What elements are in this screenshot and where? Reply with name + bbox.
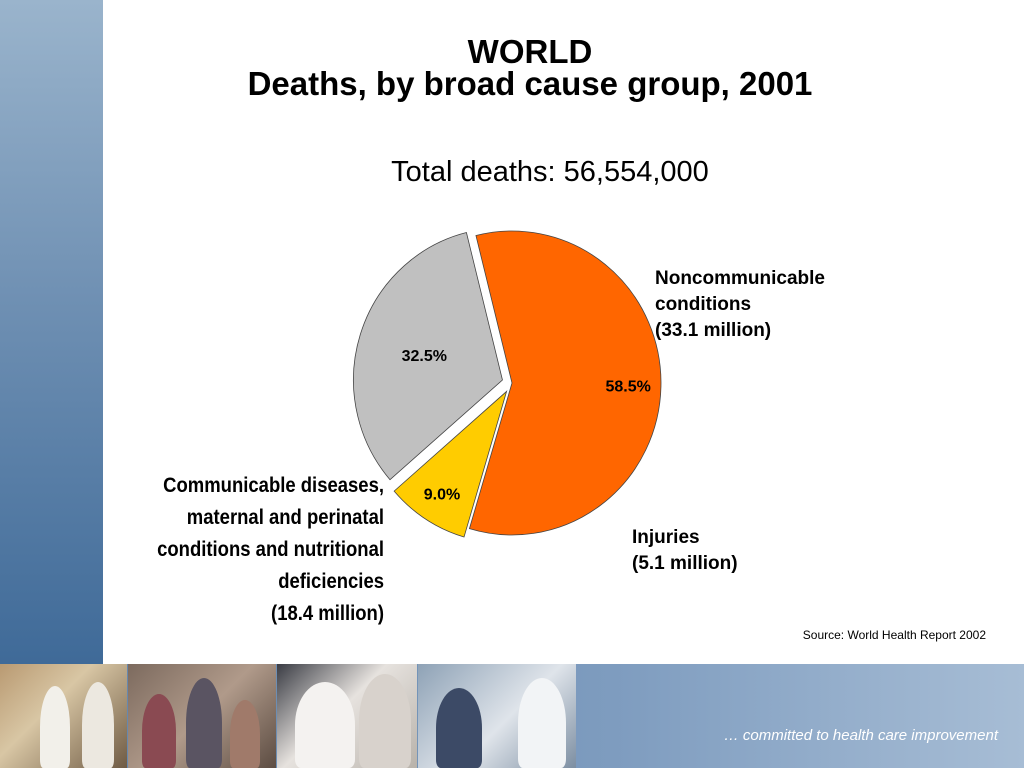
noncomm-label-line-1: Noncommunicable: [655, 268, 825, 289]
chart-title-line-1: WORLD: [467, 33, 593, 70]
slice-label-injuries: 9.0%: [423, 486, 461, 504]
footer-photo-women-reading: [277, 664, 417, 768]
noncomm-label-line-3: (33.1 million): [655, 320, 772, 341]
comm-label-line-5: (18.4 million): [271, 602, 384, 625]
comm-label-line-3: conditions and nutritional: [157, 538, 384, 561]
slice-label-noncommunicable: 58.5%: [605, 378, 651, 396]
footer-photo-family: [128, 664, 276, 768]
legend-label-communicable: [134, 470, 384, 630]
comm-label-line-4: deficiencies: [278, 570, 384, 593]
injuries-label-line-2: (5.1 million): [632, 553, 738, 574]
chart-subtitle: Total deaths: 56,554,000: [391, 156, 709, 188]
footer-photo-hospital-corridor: [0, 664, 127, 768]
chart-title-line-2: Deaths, by broad cause group, 2001: [247, 65, 813, 102]
noncomm-label-line-2: conditions: [655, 294, 752, 315]
legend-label-injuries: [632, 525, 738, 577]
footer-tagline: … committed to health care improvement: [723, 727, 998, 744]
footer-band: [0, 664, 1024, 768]
comm-label-line-2: maternal and perinatal: [186, 506, 384, 529]
footer-photo-health-worker: [418, 664, 576, 768]
slice-label-communicable: 32.5%: [401, 347, 447, 365]
comm-label-line-1: Communicable diseases,: [163, 474, 384, 497]
injuries-label-line-1: Injuries: [632, 527, 700, 548]
source-note: Source: World Health Report 2002: [802, 628, 986, 642]
legend-label-noncommunicable: [655, 266, 825, 344]
